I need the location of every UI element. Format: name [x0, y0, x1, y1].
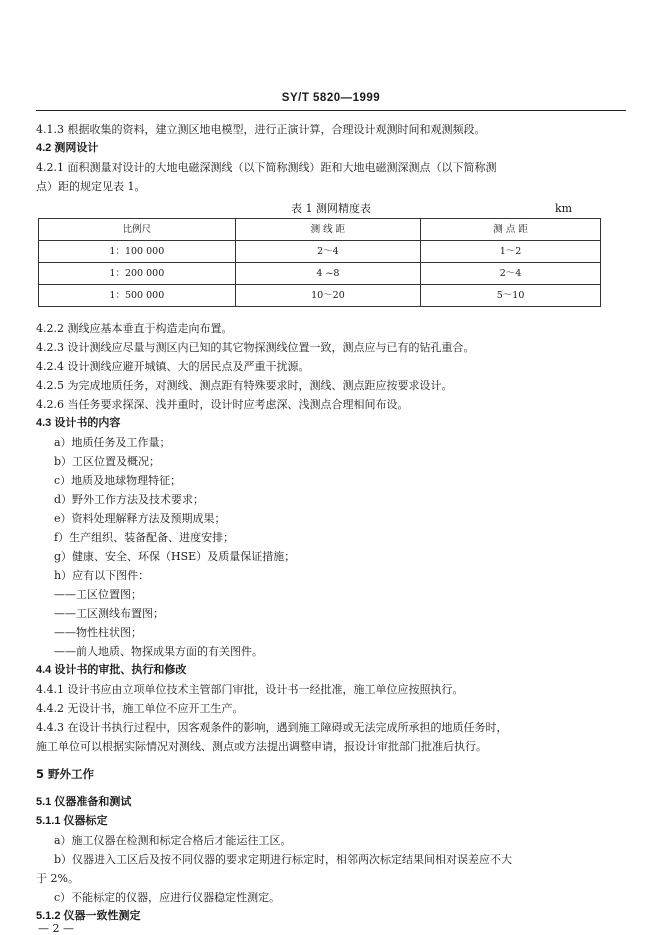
- list-item: d）野外工作方法及技术要求；: [54, 493, 205, 506]
- table-cell: 2～4: [235, 241, 420, 263]
- table-cell: 1：200 000: [39, 263, 236, 285]
- list-item: c）地质及地球物理特征；: [54, 474, 182, 487]
- heading-section-5: 5 野外工作: [36, 767, 95, 781]
- para-4-2-1: 4.2.1 面积测量对设计的大地电磁深测线（以下简称测线）距和大地电磁测深测点（以下简称测: [36, 161, 497, 174]
- list-subitem: ——工区测线布置图；: [54, 607, 164, 620]
- list-item: g）健康、安全、环保（HSE）及质量保证措施；: [54, 550, 296, 563]
- list-item-cont: 于 2%。: [36, 872, 79, 885]
- list-item: f）生产组织、装备配备、进度安排；: [54, 531, 235, 544]
- list-item: a）施工仪器在检测和标定合格后才能运往工区。: [54, 834, 292, 847]
- table-header-row: [39, 219, 601, 241]
- para-4-2-6: 4.2.6 当任务要求探深、浅并重时，设计时应考虑深、浅测点合理相间布设。: [36, 398, 409, 411]
- table-header-line-spacing: 测 线 距: [235, 219, 420, 241]
- table-cell: 1：500 000: [39, 285, 236, 307]
- table-cell: 2～4: [421, 263, 601, 285]
- para-4-1-3: 4.1.3 根据收集的资料，建立测区地电模型，进行正演计算，合理设计观测时间和观测频段。: [36, 123, 486, 136]
- heading-4-3: 4.3 设计书的内容: [36, 417, 121, 429]
- list-subitem: ——工区位置图；: [54, 588, 142, 601]
- list-item: c）不能标定的仪器，应进行仪器稳定性测定。: [54, 891, 281, 904]
- page-number: — 2 —: [38, 922, 74, 935]
- heading-4-2: 4.2 测网设计: [36, 142, 99, 154]
- table-header-point-spacing: 测 点 距: [421, 219, 601, 241]
- para-4-2-2: 4.2.2 测线应基本垂直于构造走向布置。: [36, 322, 233, 335]
- heading-5-1-2: 5.1.2 仪器一致性测定: [36, 910, 141, 922]
- para-4-4-2: 4.4.2 无设计书，施工单位不应开工生产。: [36, 702, 244, 715]
- para-4-4-3: 4.4.3 在设计书执行过程中，因客观条件的影响，遇到施工障碍或无法完成所承担的地质任务时，: [36, 721, 508, 734]
- list-subitem: ——前人地质、物探成果方面的有关图件。: [54, 645, 263, 658]
- table-cell: 5～10: [421, 285, 601, 307]
- heading-5-1: 5.1 仪器准备和测试: [36, 796, 132, 808]
- survey-grid-table: [38, 218, 601, 307]
- para-4-2-3: 4.2.3 设计测线应尽量与测区内已知的其它物探测线位置一致，测点应与已有的钻孔重合。: [36, 341, 475, 354]
- table-row: [39, 263, 601, 285]
- table-row: [39, 285, 601, 307]
- list-item: b）工区位置及概况；: [54, 455, 161, 468]
- para-4-4-3-cont: 施工单位可以根据实际情况对测线、测点或方法提出调整申请，报设计审批部门批准后执行。: [36, 740, 487, 753]
- table-cell: 4 ~8: [235, 263, 420, 285]
- table-row: [39, 241, 601, 263]
- table-cell: 10～20: [235, 285, 420, 307]
- header-rule: [36, 110, 626, 111]
- table-header-scale: 比例尺: [39, 219, 236, 241]
- para-4-4-1: 4.4.1 设计书应由立项单位技术主管部门审批，设计书一经批准，施工单位应按照执行。: [36, 683, 464, 696]
- table-cell: 1：100 000: [39, 241, 236, 263]
- list-item: h）应有以下图件：: [54, 569, 150, 582]
- para-4-2-1-cont: 点）距的规定见表 1。: [36, 180, 146, 193]
- list-item: a）地质任务及工作量；: [54, 436, 171, 449]
- heading-5-1-1: 5.1.1 仪器标定: [36, 815, 108, 827]
- heading-4-4: 4.4 设计书的审批、执行和修改: [36, 664, 187, 676]
- list-item: e）资料处理解释方法及预期成果；: [54, 512, 226, 525]
- list-item: b）仪器进入工区后及按不同仪器的要求定期进行标定时，相邻两次标定结果间相对误差应不大: [54, 853, 513, 866]
- table-cell: 1～2: [421, 241, 601, 263]
- para-4-2-5: 4.2.5 为完成地质任务，对测线、测点距有特殊要求时，测线、测点距应按要求设计。: [36, 379, 453, 392]
- page-header-code: SY/T 5820—1999: [281, 92, 381, 104]
- list-subitem: ——物性柱状图；: [54, 626, 142, 639]
- para-4-2-4: 4.2.4 设计测线应避开城镇、大的居民点及严重干扰源。: [36, 360, 310, 373]
- table-title: 表 1 测网精度表: [291, 202, 371, 215]
- table-unit: km: [555, 202, 573, 215]
